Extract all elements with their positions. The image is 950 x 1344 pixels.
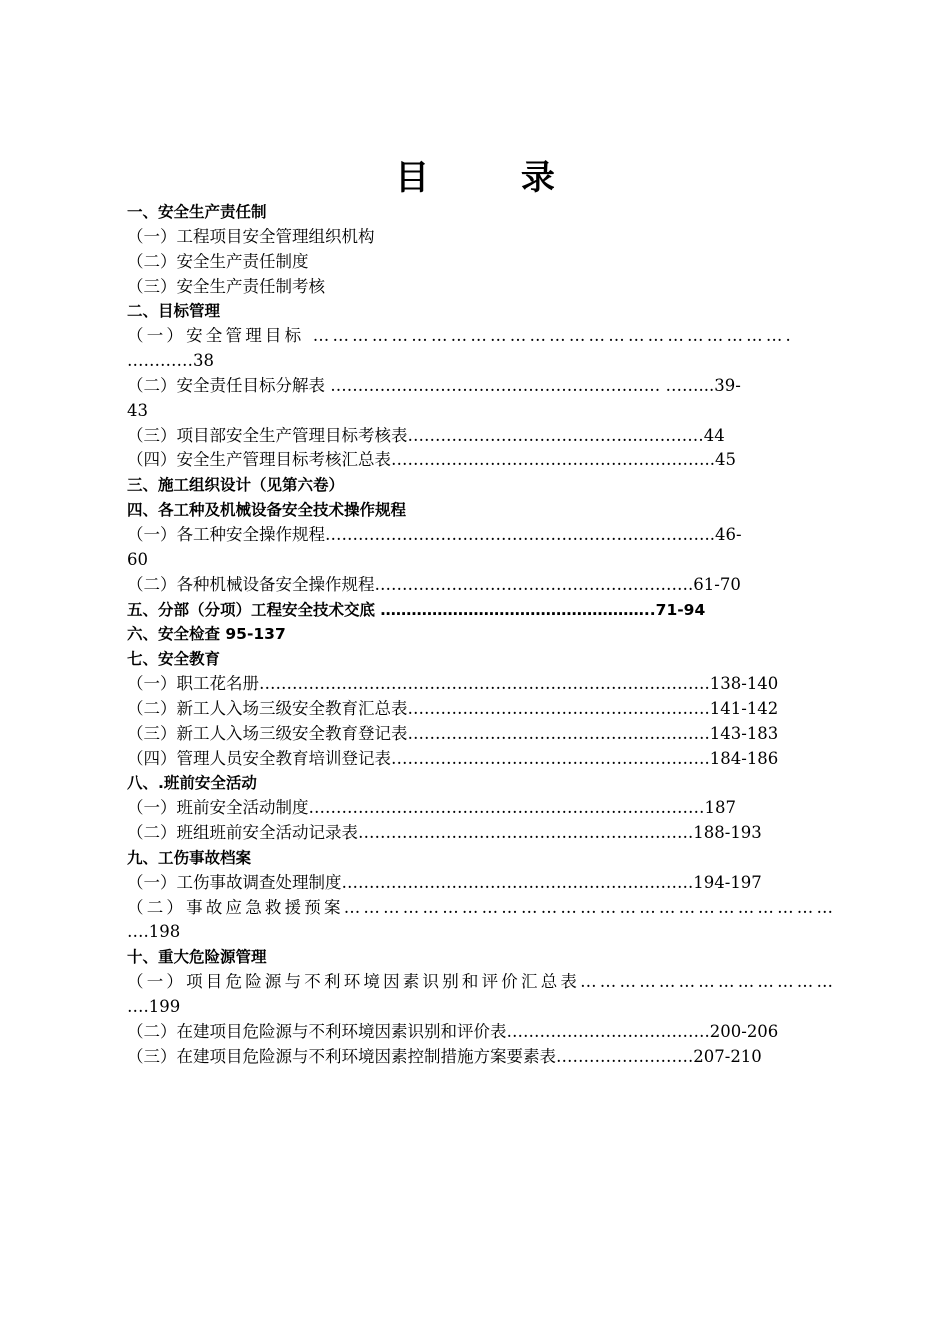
toc-section-1: 一、安全生产责任制 [127,203,267,221]
toc-section-4: 四、各工种及机械设备安全技术操作规程 [127,501,407,520]
toc-entry: （二）班组班前安全活动记录表…………………………………………………….188-193 [127,823,762,843]
toc-entry: （二）新工人入场三级安全教育汇总表……………………………………………….141-142 [127,698,779,718]
toc-entry: （二）各种机械设备安全操作规程………………………………………………….61-70 [127,574,741,594]
toc-entry-continuation: ….199 [127,997,181,1016]
toc-entry: （二）安全生产责任制度 [127,251,309,271]
toc-section-9: 九、工伤事故档案 [127,848,252,867]
toc-entry: （一）班前安全活动制度………………………………………………………………187 [127,798,736,818]
toc-entry-continuation: 60 [127,549,148,569]
toc-entry: （一）工程项目安全管理组织机构 [127,226,375,246]
toc-section-8: 八、.班前安全活动 [127,774,257,793]
toc-entry: （一）项目危险源与不利环境因素识别和评价汇总表………………………………… [127,972,837,992]
toc-section-10: 十、重大危险源管理 [127,948,267,967]
toc-section-5: 五、分部（分项）工程安全技术交底 ……………………………………………..71-94 [127,600,706,619]
toc-section-2: 二、目标管理 [127,302,221,321]
toc-entry-continuation: ….198 [127,922,181,942]
toc-entry: （一）安全管理目标 ………………………………………………………………. [127,326,794,346]
toc-entry: （四）管理人员安全教育培训登记表………………………………………………….184-186 [127,748,779,768]
toc-entry: （三）在建项目危险源与不利环境因素控制措施方案要素表…………………….207-210 [127,1046,762,1066]
toc-entry: （二）安全责任目标分解表 …………………………………………………… ……...39- [127,375,741,395]
page-title: 目 录 [395,158,595,198]
toc-entry: （二）在建项目危险源与不利环境因素识别和评价表……………………………….200-206 [127,1021,779,1041]
toc-section-7: 七、安全教育 [127,650,221,669]
toc-entry: （四）安全生产管理目标考核汇总表…………………………………………………..45 [127,450,736,470]
toc-entry: （一）工伤事故调查处理制度……………………………………………………….194-197 [127,872,762,892]
toc-section-3: 三、施工组织设计（见第六卷） [127,476,345,495]
toc-section-6: 六、安全检查 95-137 [127,625,286,644]
toc-entry-continuation: 43 [127,400,148,420]
table-of-contents [127,200,847,1070]
toc-entry: （三）项目部安全生产管理目标考核表…………………………………...…………44 [127,425,725,445]
toc-entry: （二）事故应急救援预案………………………………………………………………… [127,897,837,917]
toc-entry-continuation: …………38 [127,351,214,371]
toc-entry: （一）职工花名册……………………………………………………………………….138-140 [127,674,779,694]
toc-entry: （三）新工人入场三级安全教育登记表……………………………………………….143-183 [127,723,779,743]
toc-entry: （三）安全生产责任制考核 [127,276,325,296]
toc-entry: （一）各工种安全操作规程……………………………………………………………..46- [127,524,742,544]
